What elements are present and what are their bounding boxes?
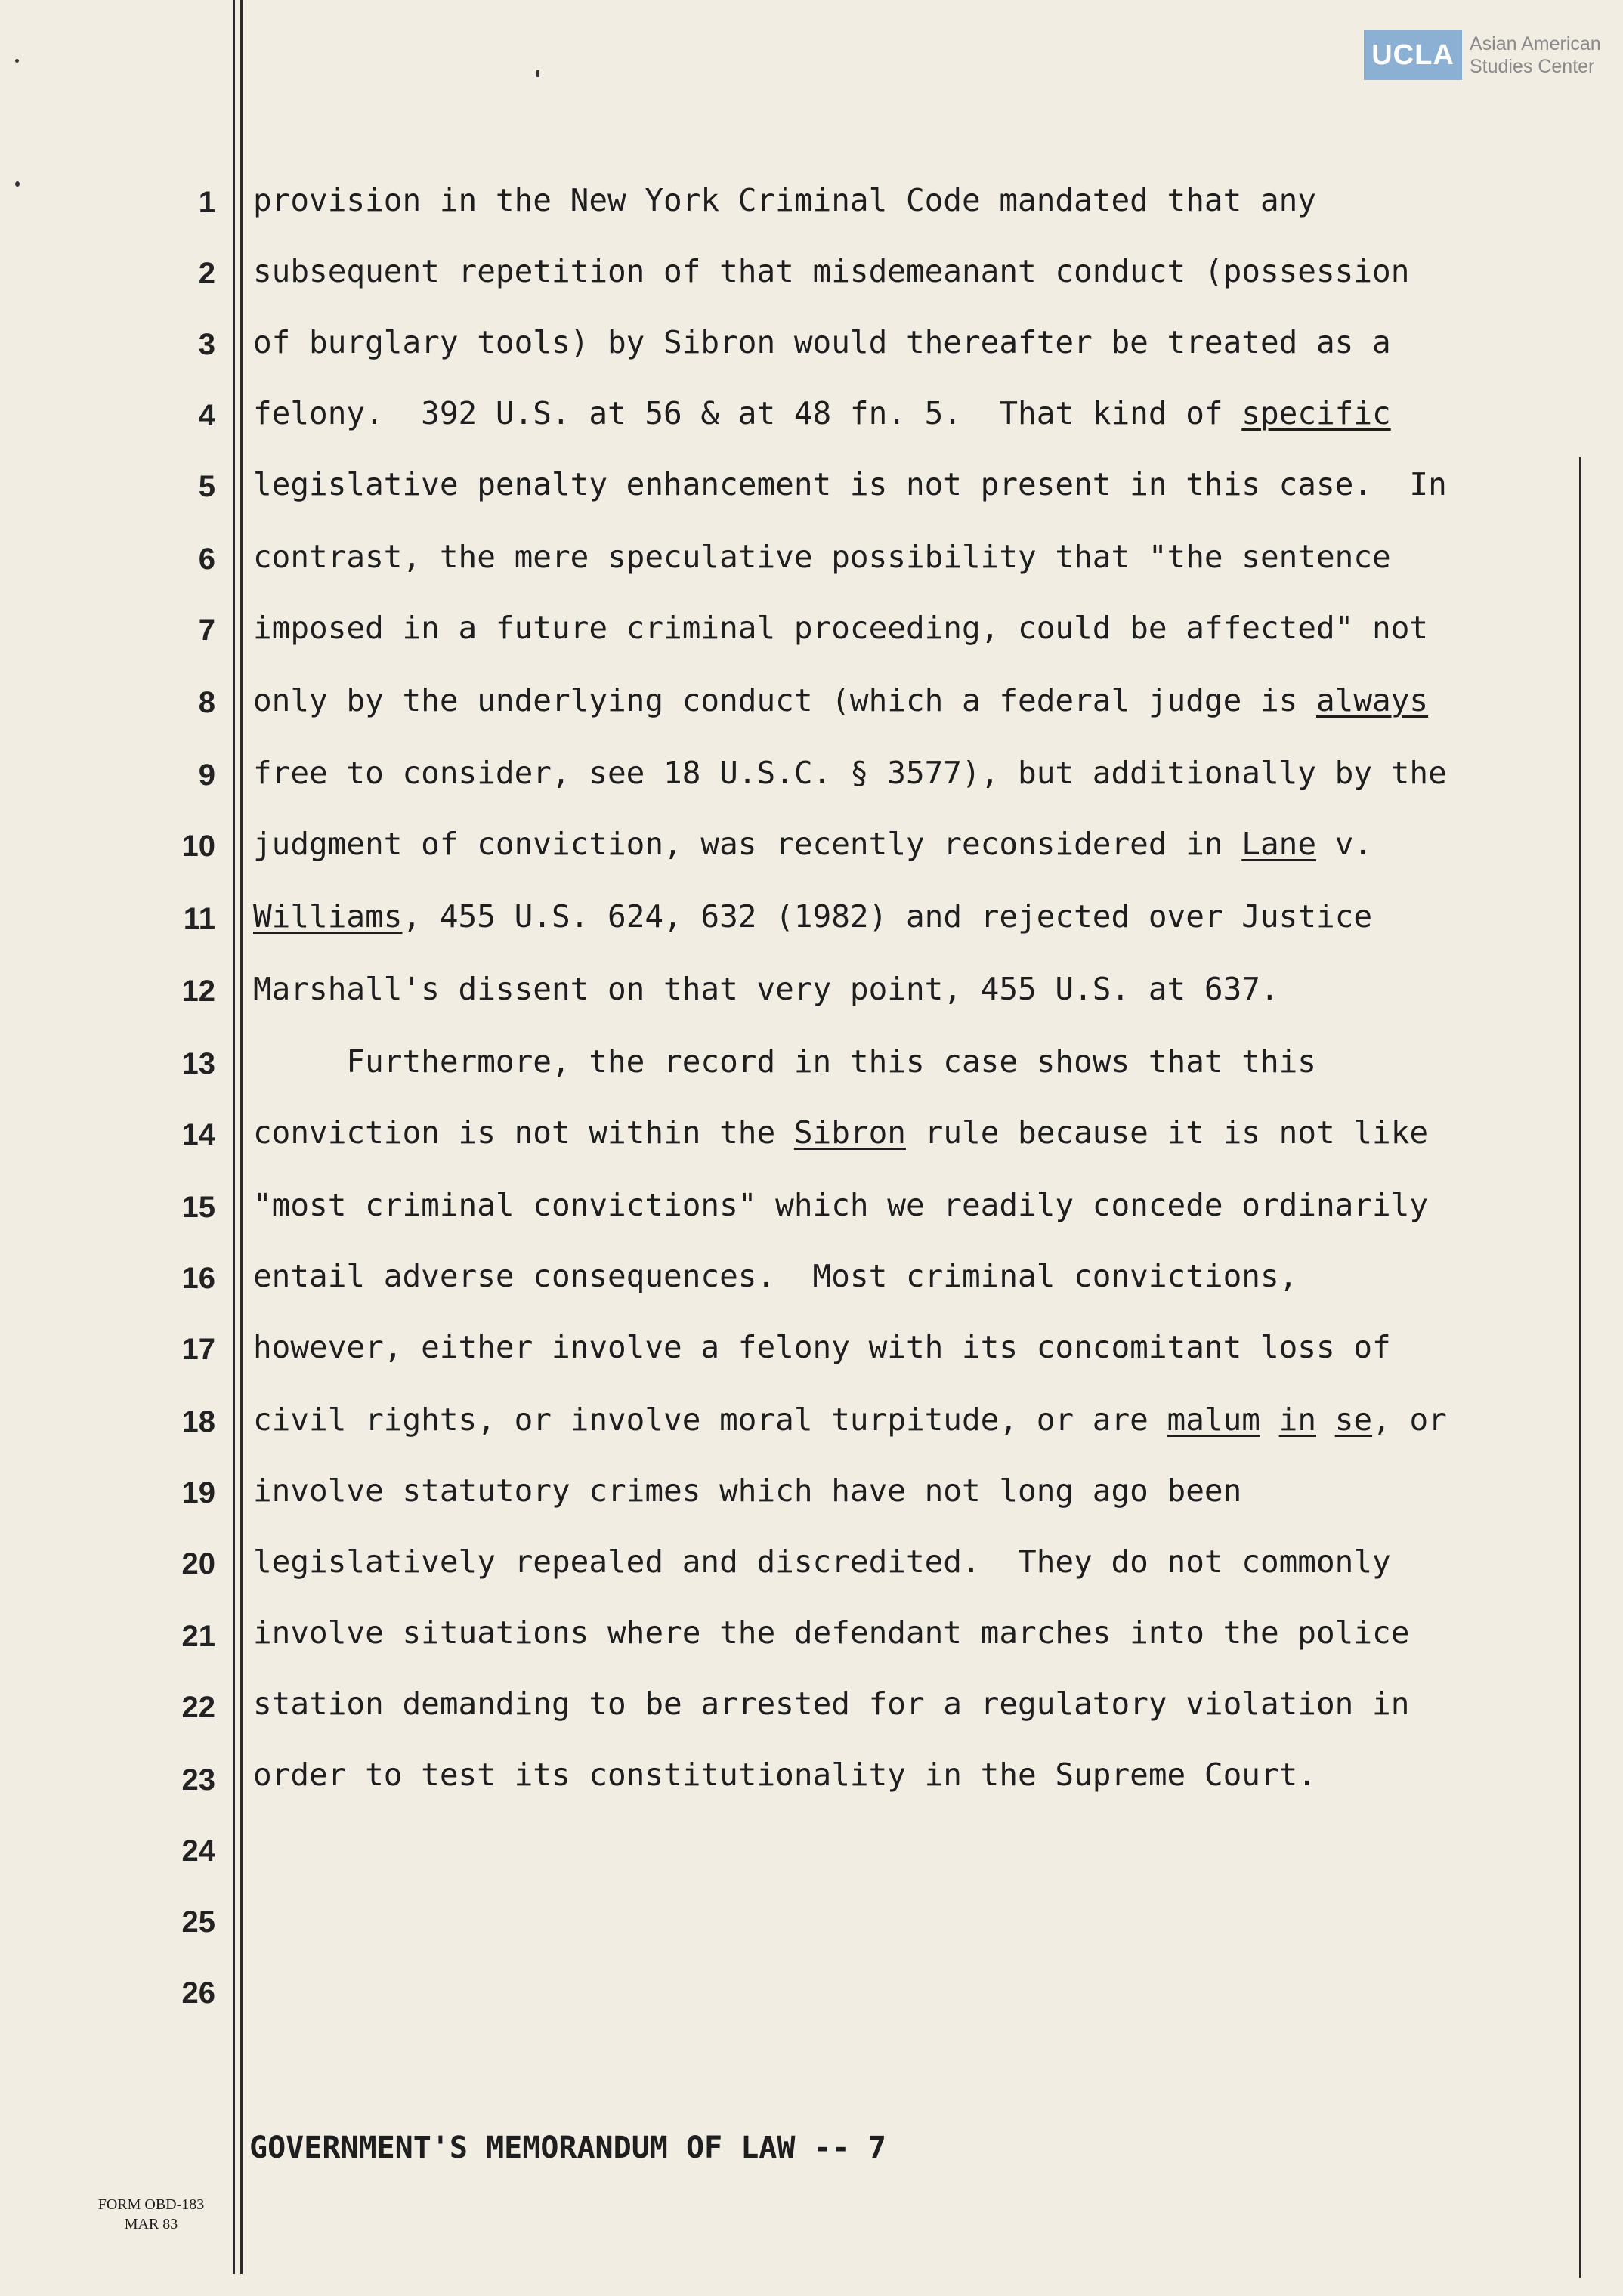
logo-line-1: Asian American bbox=[1470, 33, 1601, 54]
line-number: 7 bbox=[198, 613, 215, 647]
form-line-1: FORM OBD-183 bbox=[97, 2196, 205, 2213]
line-number: 13 bbox=[181, 1047, 215, 1080]
text-line bbox=[253, 1401, 1568, 1438]
text-line: "most criminal convictions" which we readily concede ordinarily bbox=[253, 1187, 1429, 1223]
case-name-lane: Lane bbox=[1241, 826, 1317, 862]
text-line bbox=[253, 898, 1568, 935]
speck bbox=[15, 181, 20, 187]
text-span: , 455 U.S. 624, 632 (1982) and rejected over Justice bbox=[402, 898, 1373, 935]
latin-se: se bbox=[1334, 1401, 1373, 1438]
logo-line-2: Studies Center bbox=[1470, 56, 1595, 77]
text-line bbox=[253, 681, 1568, 719]
line-number: 3 bbox=[198, 328, 215, 361]
text-line: Marshall's dissent on that very point, 455 U.S. at 637. bbox=[253, 971, 1279, 1007]
line-number: 19 bbox=[181, 1476, 215, 1510]
left-margin-rule bbox=[233, 0, 235, 2274]
text-line: entail adverse consequences. Most criminal convictions, bbox=[253, 1258, 1298, 1294]
text-span: v. bbox=[1316, 826, 1373, 862]
line-number: 5 bbox=[198, 470, 215, 503]
text-span bbox=[1316, 1401, 1335, 1438]
text-line: contrast, the mere speculative possibility that "the sentence bbox=[253, 539, 1391, 575]
line-number: 22 bbox=[181, 1691, 215, 1724]
line-number: 9 bbox=[198, 759, 215, 792]
speck bbox=[536, 70, 539, 77]
text-line: free to consider, see 18 U.S.C. § 3577), but additionally by the bbox=[253, 755, 1447, 791]
text-span: judgment of conviction, was recently reconsidered in bbox=[253, 826, 1242, 862]
form-line-2: MAR 83 bbox=[124, 2216, 178, 2233]
line-number: 2 bbox=[198, 257, 215, 290]
emphasis-always: always bbox=[1316, 682, 1429, 718]
text-line: of burglary tools) by Sibron would thereafter be treated as a bbox=[253, 324, 1391, 360]
line-number: 20 bbox=[181, 1547, 215, 1581]
right-margin-rule bbox=[1579, 457, 1581, 2278]
text-span: rule because it is not like bbox=[905, 1114, 1429, 1151]
case-name-sibron: Sibron bbox=[793, 1114, 906, 1151]
text-line: Furthermore, the record in this case shows that this bbox=[253, 1043, 1316, 1080]
text-line bbox=[253, 394, 1568, 432]
text-line: involve situations where the defendant marches into the police bbox=[253, 1615, 1410, 1651]
line-number: 24 bbox=[181, 1834, 215, 1868]
line-number: 15 bbox=[181, 1191, 215, 1224]
emphasis-specific: specific bbox=[1241, 395, 1391, 431]
text-span: only by the underlying conduct (which a federal judge is bbox=[253, 682, 1316, 718]
left-margin-rule-inner bbox=[240, 0, 243, 2274]
text-line: however, either involve a felony with its concomitant loss of bbox=[253, 1329, 1391, 1365]
latin-in: in bbox=[1278, 1401, 1317, 1438]
ucla-aasc-logo bbox=[1364, 30, 1601, 80]
text-line: station demanding to be arrested for a regulatory violation in bbox=[253, 1686, 1410, 1722]
text-line bbox=[253, 1114, 1568, 1151]
line-number: 8 bbox=[198, 686, 215, 719]
text-span: conviction is not within the bbox=[253, 1114, 794, 1151]
case-name-williams: Williams bbox=[253, 898, 403, 935]
line-number: 25 bbox=[181, 1905, 215, 1939]
text-line: subsequent repetition of that misdemeanant conduct (possession bbox=[253, 253, 1410, 289]
latin-malum: malum bbox=[1167, 1401, 1260, 1438]
text-span: felony. 392 U.S. at 56 & at 48 fn. 5. That kind of bbox=[253, 395, 1242, 431]
text-span: civil rights, or involve moral turpitude, or are bbox=[253, 1401, 1167, 1438]
line-number: 12 bbox=[181, 975, 215, 1008]
line-number: 10 bbox=[181, 830, 215, 863]
line-number: 4 bbox=[198, 399, 215, 432]
text-line: imposed in a future criminal proceeding, could be affected" not bbox=[253, 610, 1429, 646]
footer-title: GOVERNMENT'S MEMORANDUM OF LAW -- 7 bbox=[249, 2131, 886, 2165]
text-line: legislative penalty enhancement is not present in this case. In bbox=[253, 466, 1447, 502]
line-number: 14 bbox=[181, 1118, 215, 1151]
line-number: 1 bbox=[198, 186, 215, 219]
line-number: 26 bbox=[181, 1976, 215, 2010]
line-number: 6 bbox=[198, 542, 215, 576]
line-number: 11 bbox=[183, 902, 215, 935]
text-line: provision in the New York Criminal Code mandated that any bbox=[253, 182, 1316, 218]
text-span bbox=[1260, 1401, 1279, 1438]
text-line bbox=[253, 825, 1568, 863]
line-number: 16 bbox=[181, 1262, 215, 1295]
line-number: 18 bbox=[181, 1405, 215, 1438]
text-span: , or bbox=[1372, 1401, 1447, 1438]
text-line: involve statutory crimes which have not long ago been bbox=[253, 1472, 1242, 1509]
line-number: 17 bbox=[181, 1333, 215, 1366]
speck bbox=[15, 59, 19, 63]
form-number bbox=[83, 2195, 219, 2234]
text-line: order to test its constitutionality in the Supreme Court. bbox=[253, 1757, 1316, 1793]
line-number: 21 bbox=[181, 1620, 215, 1653]
line-number: 23 bbox=[181, 1763, 215, 1797]
logo-text bbox=[1470, 32, 1601, 78]
text-line: legislatively repealed and discredited. They do not commonly bbox=[253, 1544, 1391, 1580]
ucla-logo-mark: UCLA bbox=[1364, 30, 1462, 80]
